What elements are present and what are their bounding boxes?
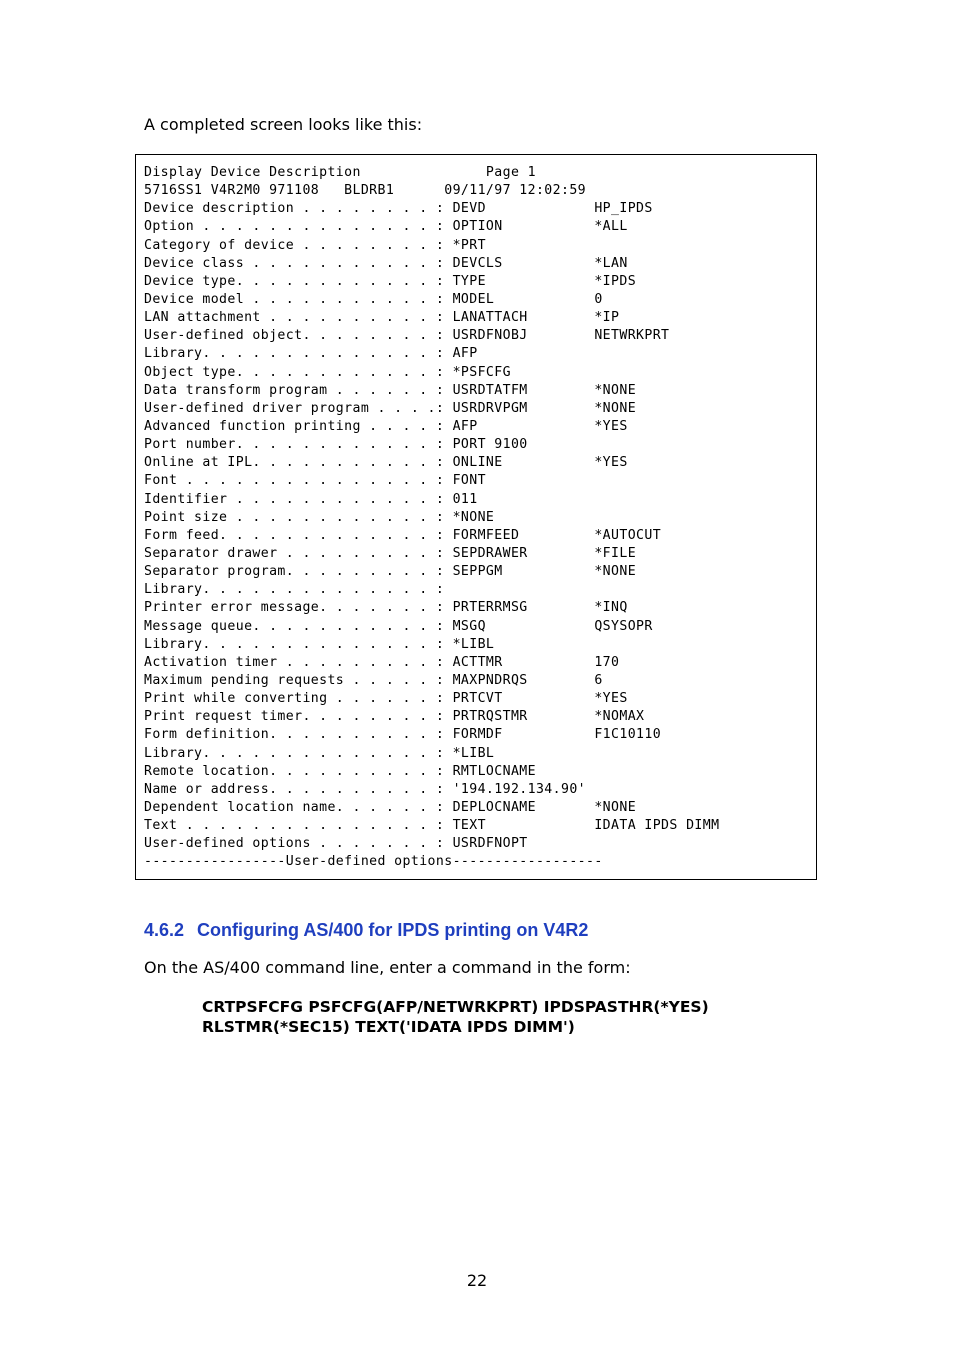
screen-line: Maximum pending requests . . . . . : MAXPNDRQS 6 [144, 672, 603, 688]
command-line-2: RLSTMR(*SEC15) TEXT('IDATA IPDS DIMM') [202, 1018, 575, 1036]
screen-line: Device description . . . . . . . . : DEVD HP_IPDS [144, 201, 653, 217]
screen-line: LAN attachment . . . . . . . . . . : LANATTACH *IP [144, 310, 620, 326]
command-line-1: CRTPSFCFG PSFCFG(AFP/NETWRKPRT) IPDSPASTHR(*YES) [202, 998, 709, 1016]
screen-line: Name or address. . . . . . . . . . : '194.192.134.90' [144, 781, 586, 797]
screen-line: Form feed. . . . . . . . . . . . . : FORMFEED *AUTOCUT [144, 527, 662, 543]
screen-line: Library. . . . . . . . . . . . . . : *LIBL [144, 745, 495, 761]
screen-line: Data transform program . . . . . . : USRDTATFM *NONE [144, 382, 637, 398]
screen-line: Online at IPL. . . . . . . . . . . : ONLINE *YES [144, 455, 628, 471]
screen-line: Library. . . . . . . . . . . . . . : AFP [144, 346, 478, 362]
screen-line: User-defined object. . . . . . . . : USRDFNOBJ NETWRKPRT [144, 328, 670, 344]
screen-line: -----------------User-defined options------------------ [144, 854, 603, 870]
screen-line: Point size . . . . . . . . . . . . : *NONE [144, 509, 495, 525]
screen-line: 5716SS1 V4R2M0 971108 BLDRB1 09/11/97 12:02:59 [144, 183, 586, 199]
screen-line: Device model . . . . . . . . . . . : MODEL 0 [144, 291, 603, 307]
screen-line: Advanced function printing . . . . : AFP *YES [144, 418, 628, 434]
page-number: 22 [466, 1271, 488, 1290]
screen-line: Dependent location name. . . . . . : DEPLOCNAME *NONE [144, 799, 637, 815]
screen-line: Device class . . . . . . . . . . . : DEVCLS *LAN [144, 255, 628, 271]
screen-line: Print while converting . . . . . . : PRTCVT *YES [144, 691, 628, 707]
screen-line: Display Device Description Page 1 [144, 165, 536, 180]
screen-line: User-defined options . . . . . . . : USRDFNOPT [144, 836, 528, 852]
section-title: Configuring AS/400 for IPDS printing on V4R2 [197, 920, 589, 940]
screen-line: Print request timer. . . . . . . . : PRTRQSTMR *NOMAX [144, 709, 645, 725]
screen-line: Library. . . . . . . . . . . . . . : [144, 582, 445, 598]
screen-line: Option . . . . . . . . . . . . . . : OPTION *ALL [144, 219, 628, 235]
screen-line: User-defined driver program . . . .: USRDRVPGM *NONE [144, 400, 637, 416]
intro-text: A completed screen looks like this: [144, 115, 423, 134]
screen-line: Separator program. . . . . . . . . : SEPPGM *NONE [144, 564, 637, 580]
screen-line: Separator drawer . . . . . . . . . : SEPDRAWER *FILE [144, 545, 637, 561]
screen-line: Category of device . . . . . . . . : *PRT [144, 237, 486, 253]
screen-line: Font . . . . . . . . . . . . . . . : FONT [144, 473, 486, 489]
screen-line: Device type. . . . . . . . . . . . : TYPE *IPDS [144, 273, 637, 289]
screen-line: Port number. . . . . . . . . . . . : PORT 9100 [144, 437, 528, 453]
screen-line: Text . . . . . . . . . . . . . . . : TEXT IDATA IPDS DIMM [144, 818, 720, 834]
screen-lines [144, 164, 719, 871]
screen-line: Remote location. . . . . . . . . . : RMTLOCNAME [144, 763, 536, 779]
device-description-screen [135, 154, 817, 880]
section-number: 4.6.2 [144, 920, 185, 940]
command-block [202, 997, 709, 1037]
instruction-paragraph: On the AS/400 command line, enter a command in the form: [144, 958, 631, 977]
section-heading [144, 920, 588, 941]
screen-line: Form definition. . . . . . . . . . : FORMDF F1C10110 [144, 727, 662, 743]
screen-line: Identifier . . . . . . . . . . . . : 011 [144, 491, 478, 507]
screen-line: Message queue. . . . . . . . . . . : MSGQ QSYSOPR [144, 618, 653, 634]
screen-line: Library. . . . . . . . . . . . . . : *LIBL [144, 636, 495, 652]
screen-line: Object type. . . . . . . . . . . . : *PSFCFG [144, 364, 511, 380]
screen-line: Activation timer . . . . . . . . . : ACTTMR 170 [144, 654, 620, 670]
screen-line: Printer error message. . . . . . . : PRTERRMSG *INQ [144, 600, 628, 616]
